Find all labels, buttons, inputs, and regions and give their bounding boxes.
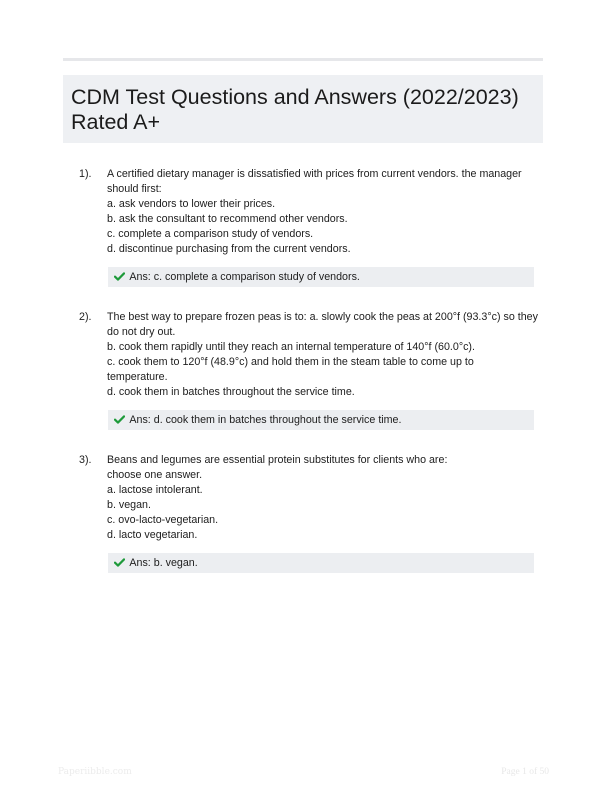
answer-box-3 xyxy=(108,553,534,573)
top-divider xyxy=(63,58,543,61)
question-text-line: choose one answer. xyxy=(107,469,203,482)
question-text-line: do not dry out. xyxy=(107,326,176,339)
option-c: c. complete a comparison study of vendors. xyxy=(107,228,314,241)
option-d: d. discontinue purchasing from the current vendors. xyxy=(107,243,351,256)
check-icon xyxy=(114,415,125,424)
option-b: b. ask the consultant to recommend other vendors. xyxy=(107,213,348,226)
check-icon xyxy=(114,272,125,281)
option-b: b. vegan. xyxy=(107,499,151,512)
question-number: 3). xyxy=(79,454,92,466)
option-d: d. lacto vegetarian. xyxy=(107,529,198,542)
answer-text: Ans: b. vegan. xyxy=(129,557,198,569)
question-text-line: A certified dietary manager is dissatisfied with prices from current vendors. the manager xyxy=(107,168,522,180)
answer-box-2 xyxy=(108,410,534,430)
title-line-1: CDM Test Questions and Answers (2022/2023) xyxy=(71,85,519,109)
option-a: a. ask vendors to lower their prices. xyxy=(107,198,276,211)
page-number: Page 1 of 50 xyxy=(501,767,549,777)
question-body xyxy=(107,453,542,544)
question-number: 2). xyxy=(79,311,92,323)
option-c: c. cook them to 120°f (48.9°c) and hold them in the steam table to come up to xyxy=(107,356,474,369)
check-icon xyxy=(114,558,125,567)
answer-text: Ans: c. complete a comparison study of vendors. xyxy=(129,271,360,283)
question-text-line: should first: xyxy=(107,183,162,196)
question-number: 1). xyxy=(79,168,92,180)
answer-text: Ans: d. cook them in batches throughout the service time. xyxy=(129,414,402,426)
answer-box-1 xyxy=(108,267,534,287)
question-body xyxy=(107,167,542,258)
option-c: c. ovo-lacto-vegetarian. xyxy=(107,514,219,527)
title-banner xyxy=(63,75,543,143)
page-title xyxy=(71,85,535,135)
question-text-line: Beans and legumes are essential protein substitutes for clients who are: xyxy=(107,454,448,466)
option-c-continued: temperature. xyxy=(107,371,168,384)
title-line-2: Rated A+ xyxy=(71,110,161,134)
question-text-line: The best way to prepare frozen peas is to: a. slowly cook the peas at 200°f (93.3°c) so they xyxy=(107,311,538,323)
footer-watermark: Paperiibble.com xyxy=(58,767,132,777)
question-body xyxy=(107,310,542,401)
option-d: d. cook them in batches throughout the service time. xyxy=(107,386,355,399)
option-b: b. cook them rapidly until they reach an internal temperature of 140°f (60.0°c). xyxy=(107,341,475,354)
option-a: a. lactose intolerant. xyxy=(107,484,203,497)
